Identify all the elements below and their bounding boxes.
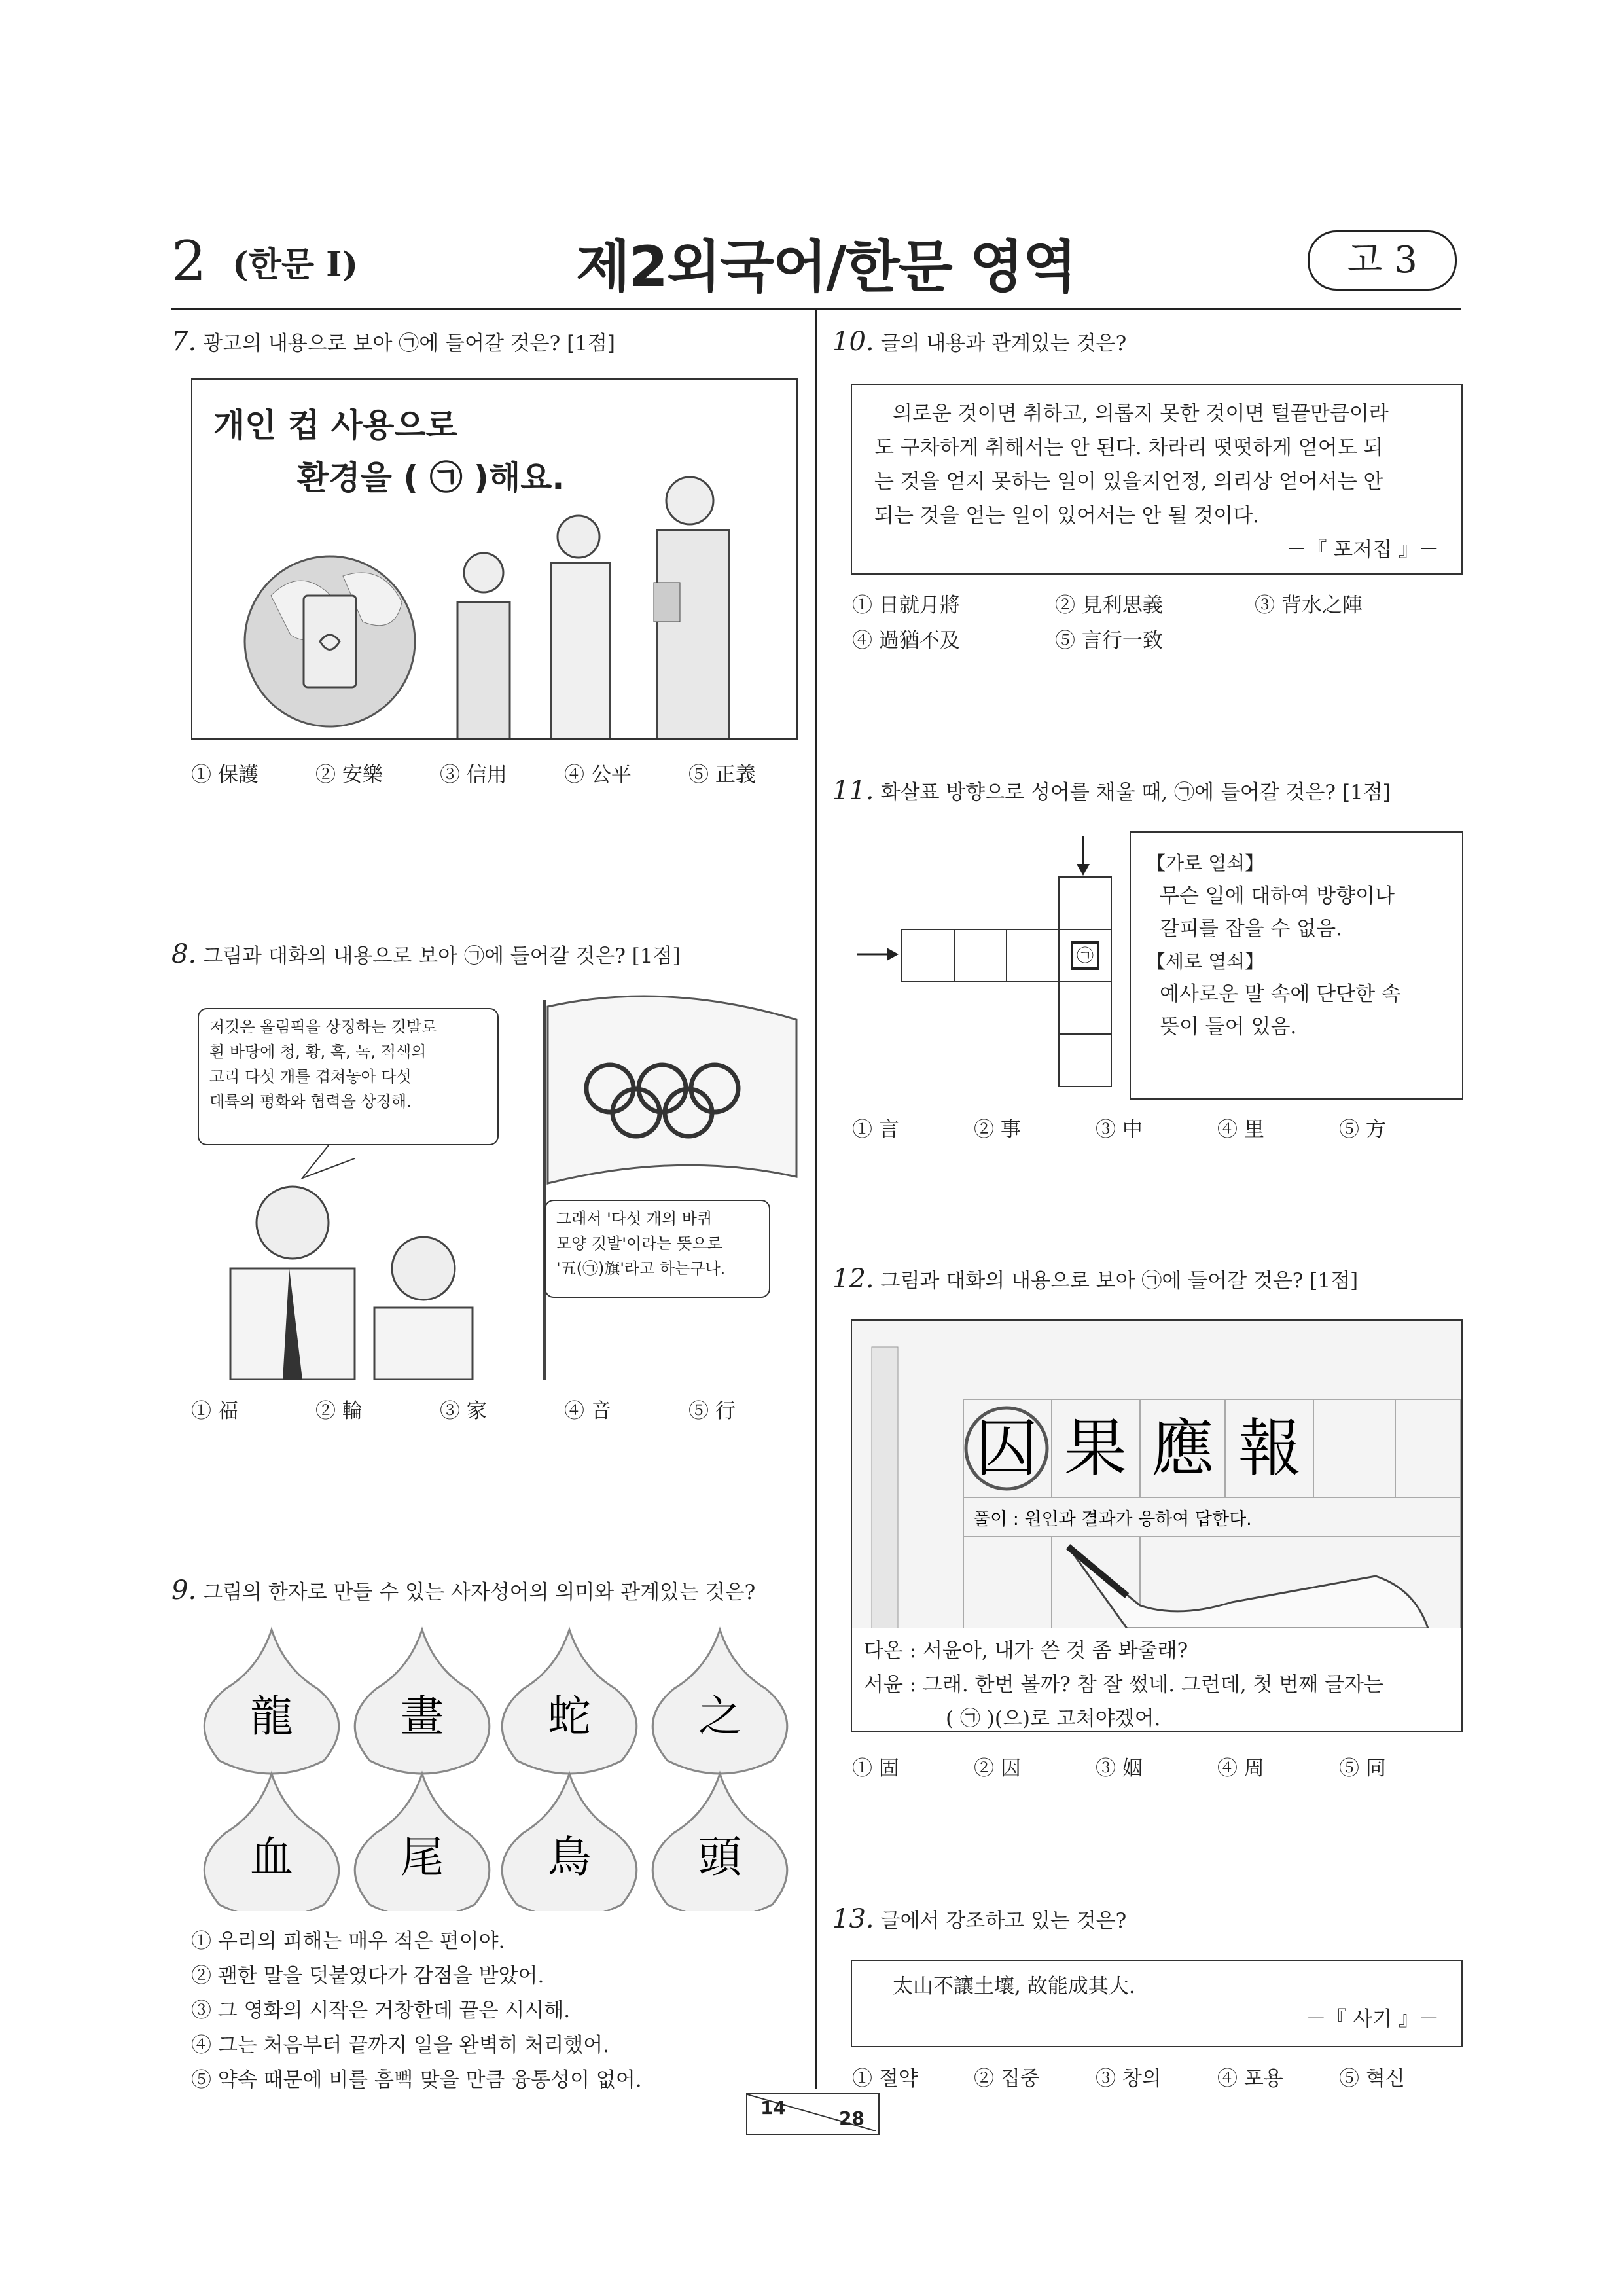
notebook-icon — [852, 1321, 1461, 1628]
question-text: 그림과 대화의 내용으로 보아 ㉠에 들어갈 것은? [1점] — [203, 944, 681, 968]
page-counter — [746, 2093, 880, 2135]
question-text: 글의 내용과 관계있는 것은? — [880, 332, 1127, 355]
dialog — [864, 1634, 1383, 1736]
garlic-bulb — [652, 1630, 787, 1774]
q7-options — [191, 758, 756, 787]
q10-options — [852, 588, 1363, 658]
garlic-char-5: 血 — [250, 1832, 293, 1882]
q13-options — [852, 2062, 1405, 2091]
question-13 — [832, 1905, 1126, 1935]
total-pages: 28 — [839, 2108, 865, 2129]
option-5[interactable]: ⑤ 同 — [1339, 1757, 1386, 1780]
garlic-bulb — [652, 1774, 787, 1911]
option-1[interactable]: ① 日就月將 — [852, 594, 960, 617]
question-number: 11. — [832, 776, 874, 806]
grade-badge: 고 3 — [1308, 230, 1457, 291]
garlic-bulb — [502, 1774, 636, 1911]
garlic-char-6: 尾 — [401, 1832, 444, 1882]
garlic-char-8: 頭 — [698, 1832, 741, 1882]
question-text: 그림과 대화의 내용으로 보아 ㉠에 들어갈 것은? [1점] — [880, 1269, 1359, 1293]
question-number: 13. — [832, 1904, 874, 1934]
option-1[interactable]: ① 福 — [191, 1399, 238, 1423]
option-3[interactable]: ③ 家 — [440, 1399, 487, 1423]
option-1[interactable]: ① 固 — [852, 1757, 899, 1780]
olympic-illustration — [191, 987, 798, 1380]
question-text: 그림의 한자로 만들 수 있는 사자성어의 의미와 관계있는 것은? — [203, 1581, 756, 1604]
garlic-bulb — [204, 1630, 338, 1774]
garlic-bulb — [355, 1774, 489, 1911]
option-1[interactable]: ① 言 — [852, 1118, 899, 1141]
q11-options — [852, 1113, 1386, 1142]
garlic-char-7: 鳥 — [548, 1832, 591, 1882]
across-title: 【가로 열쇠】 — [1147, 852, 1264, 874]
option-3[interactable]: ③ 背水之陣 — [1255, 594, 1363, 617]
garlic-bulb — [204, 1774, 338, 1911]
option-5[interactable]: ⑤ 正義 — [688, 763, 756, 787]
crossword-mark: ㉠ — [1076, 946, 1094, 966]
crossword-grid — [851, 830, 1126, 1092]
char-4: 報 — [1238, 1412, 1301, 1485]
garlic-bulb — [502, 1630, 636, 1774]
option-4[interactable]: ④ 그는 처음부터 끝까지 일을 완벽히 처리했어. — [191, 2034, 610, 2057]
option-4[interactable]: ④ 里 — [1217, 1118, 1264, 1141]
option-2[interactable]: ② 事 — [974, 1118, 1021, 1141]
question-number: 7. — [171, 327, 197, 357]
speech-bubble-2: 그래서 '다섯 개의 바퀴 모양 깃발'이라는 뜻으로 '五(㉠)旗'라고 하는구나. — [544, 1200, 770, 1298]
q13-passage-box — [851, 1960, 1463, 2047]
question-text: 화살표 방향으로 성어를 채울 때, ㉠에 들어갈 것은? [1점] — [880, 781, 1391, 804]
question-number: 12. — [832, 1264, 874, 1294]
option-2[interactable]: ② 輪 — [315, 1399, 363, 1423]
option-5[interactable]: ⑤ 약속 때문에 비를 흠뻑 맞을 만큼 융통성이 없어. — [191, 2068, 642, 2092]
option-2[interactable]: ② 因 — [974, 1757, 1021, 1780]
subject-label: (한문 Ⅰ) — [232, 245, 359, 285]
down-title: 【세로 열쇠】 — [1147, 950, 1264, 973]
option-3[interactable]: ③ 姻 — [1096, 1757, 1143, 1780]
question-text: 광고의 내용으로 보아 ㉠에 들어갈 것은? [1점] — [203, 332, 615, 355]
option-1[interactable]: ① 保護 — [191, 763, 259, 787]
q10-passage-box: 의로운 것이면 취하고, 의롭지 못한 것이면 털끝만큼이라 도 구차하게 취해서는 안 된다. 차라리 떳떳하게 얻어도 되 는 것을 얻지 못하는 일이 있을지언정, 의리상 얻어서는 안 되는 것을 얻는 일이 있어서는 안 될 것이다. －『 포저집 』－ — [851, 384, 1463, 575]
option-5[interactable]: ⑤ 行 — [688, 1399, 736, 1423]
speech-bubble-1: 저것은 올림픽을 상징하는 깃발로 흰 바탕에 청, 황, 흑, 녹, 적색의 고리 다섯 개를 겹쳐놓아 다섯 대륙의 평화와 협력을 상징해. — [198, 1008, 499, 1145]
crossword-clues: 【가로 열쇠】 무슨 일에 대하여 방향이나 갈피를 잡을 수 없음. 【세로 열쇠】 예사로운 말 속에 단단한 속 뜻이 들어 있음. — [1130, 831, 1463, 1100]
garlic-char-4: 之 — [698, 1691, 741, 1742]
char-3: 應 — [1151, 1412, 1214, 1485]
option-4[interactable]: ④ 過猶不及 — [852, 629, 960, 653]
ad-illustration — [191, 378, 798, 740]
option-2[interactable]: ② 見利思義 — [1055, 594, 1163, 617]
option-2[interactable]: ② 安樂 — [315, 763, 383, 787]
option-4[interactable]: ④ 周 — [1217, 1757, 1264, 1780]
question-8 — [171, 940, 681, 971]
option-3[interactable]: ③ 창의 — [1096, 2067, 1162, 2090]
option-3[interactable]: ③ 中 — [1096, 1118, 1143, 1141]
option-4[interactable]: ④ 포용 — [1217, 2067, 1283, 2090]
dialog-line-1: 다온 : 서윤아, 내가 쓴 것 좀 봐줄래? — [864, 1639, 1188, 1662]
char-2: 果 — [1064, 1412, 1127, 1485]
garlic-char-2: 畫 — [401, 1691, 444, 1742]
option-4[interactable]: ④ 音 — [564, 1399, 611, 1423]
column-divider — [815, 310, 817, 2089]
option-1[interactable]: ① 절약 — [852, 2067, 918, 2090]
question-7 — [171, 327, 615, 358]
char-1: 囚 — [975, 1412, 1038, 1485]
ad-line-1: 개인 컵 사용으로 — [213, 406, 457, 444]
option-1[interactable]: ① 우리의 피해는 매우 적은 편이야. — [191, 1929, 505, 1953]
option-2[interactable]: ② 집중 — [974, 2067, 1040, 2090]
source-label: －『 포저집 』－ — [1286, 538, 1439, 562]
dialog-line-2: 서윤 : 그래. 한번 볼까? 참 잘 썼네. 그런데, 첫 번째 글자는 — [864, 1673, 1383, 1696]
q9-options — [191, 1924, 642, 2098]
question-number: 8. — [171, 939, 197, 969]
gloss-text: 풀이 : 원인과 결과가 응하여 답한다. — [973, 1509, 1252, 1530]
option-5[interactable]: ⑤ 言行一致 — [1055, 629, 1163, 653]
question-12 — [832, 1265, 1358, 1295]
garlic-char-1: 龍 — [250, 1691, 293, 1742]
option-2[interactable]: ② 괜한 말을 덧붙였다가 감점을 받았어. — [191, 1964, 544, 1988]
question-9 — [171, 1576, 755, 1607]
ad-line-2: 환경을 ( ㉠ )해요. — [297, 459, 565, 497]
page-title: 제2외국어/한문 영역 — [576, 234, 1076, 300]
flag-and-people-icon — [191, 987, 798, 1380]
passage-text: 太山不讓土壤, 故能成其大. — [893, 1975, 1135, 1998]
option-5[interactable]: ⑤ 方 — [1339, 1118, 1386, 1141]
question-11 — [832, 776, 1391, 807]
question-number: 10. — [832, 327, 874, 357]
question-text: 글에서 강조하고 있는 것은? — [880, 1909, 1127, 1933]
q8-options — [191, 1394, 736, 1424]
q12-illustration — [851, 1319, 1463, 1732]
source-label: －『 사기 』－ — [1306, 2007, 1439, 2031]
option-4[interactable]: ④ 公平 — [564, 763, 632, 787]
question-number: 9. — [171, 1575, 197, 1605]
option-3[interactable]: ③ 그 영화의 시작은 거창한데 끝은 시시해. — [191, 1999, 571, 2022]
option-3[interactable]: ③ 信用 — [440, 763, 507, 787]
q12-options — [852, 1751, 1386, 1781]
page-number: 2 — [171, 229, 207, 293]
garlic-grid — [196, 1623, 798, 1911]
option-5[interactable]: ⑤ 혁신 — [1339, 2067, 1405, 2090]
garlic-bulb — [355, 1630, 489, 1774]
garlic-char-3: 蛇 — [548, 1691, 591, 1742]
ad-people-icon — [192, 380, 796, 738]
current-page: 14 — [760, 2097, 786, 2119]
dialog-line-3: ( ㉠ )(으)로 고쳐야겠어. — [946, 1707, 1161, 1731]
question-10 — [832, 327, 1126, 358]
